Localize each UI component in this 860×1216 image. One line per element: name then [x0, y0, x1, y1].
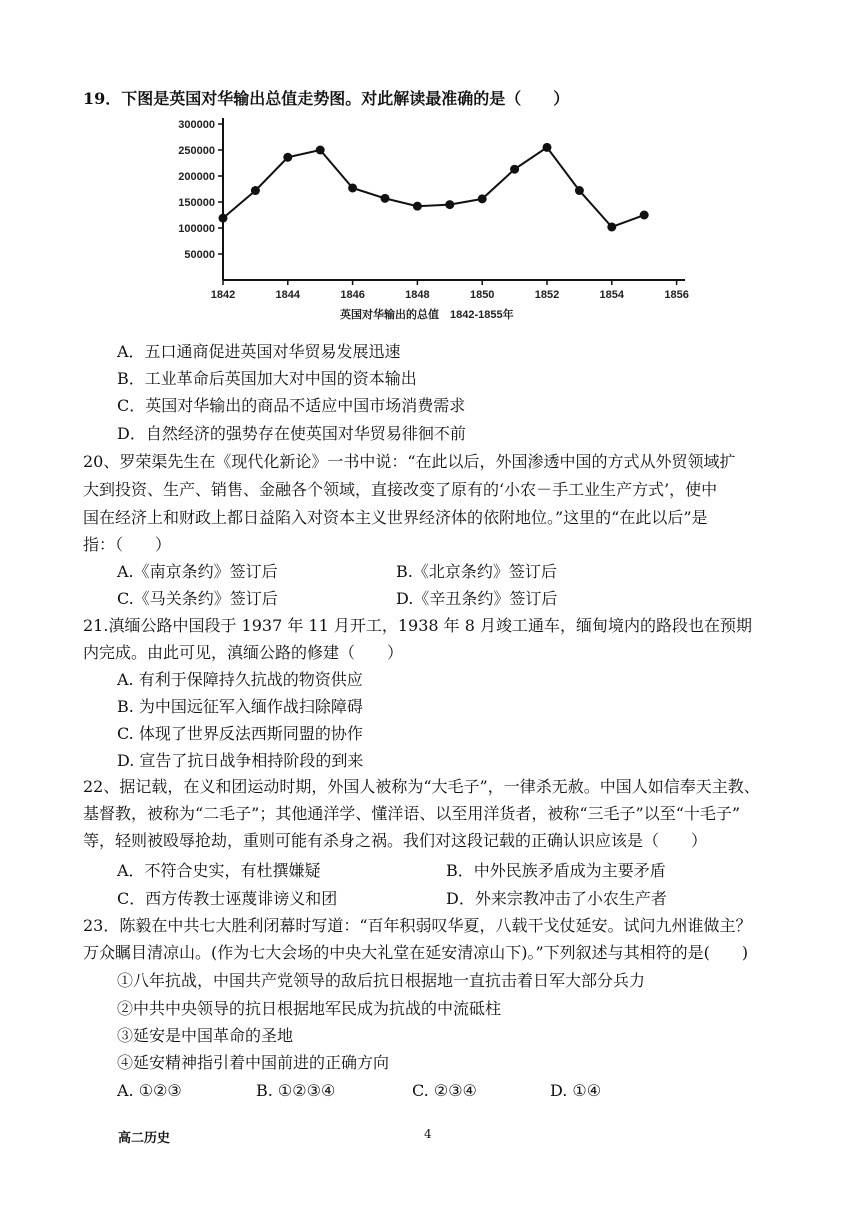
data-point	[251, 186, 260, 195]
data-point	[640, 211, 649, 220]
y-tick-label: 100000	[178, 223, 215, 235]
q22-option-a: A．不符合史实，有杜撰嫌疑	[117, 861, 321, 880]
q20-option-a: A.《南京条约》签订后	[117, 562, 278, 581]
q23-item-3: ③延安是中国革命的圣地	[117, 1026, 294, 1045]
q19-option-c: C．英国对华输出的商品不适应中国市场消费需求	[117, 396, 466, 415]
y-tick-label: 300000	[178, 119, 215, 131]
x-tick-label: 1848	[405, 289, 430, 301]
data-point	[413, 202, 422, 211]
data-point	[445, 200, 454, 209]
q20-option-b: B.《北京条约》签订后	[396, 562, 557, 581]
q22-option-d: D．外来宗教冲击了小农生产者	[446, 889, 667, 908]
q22-line-1: 22、据记载，在义和团运动时期，外国人被称为“大毛子”，一律杀无赦。中国人如信奉天主教、	[83, 777, 760, 796]
data-point	[478, 194, 487, 203]
q21-option-a: A. 有利于保障持久抗战的物资供应	[117, 670, 363, 689]
q20-line-1: 20、罗荣渠先生在《现代化新论》一书中说：“在此以后，外国渗透中国的方式从外贸领域扩	[83, 452, 736, 471]
q22-option-c: C．西方传教士诬蔑诽谤义和团	[117, 889, 338, 908]
q20-option-d: D.《辛丑条约》签订后	[396, 589, 558, 608]
q22-line-3: 等，轻则被殴辱抢劫，重则可能有杀身之祸。我们对这段记载的正确认识应该是（ ）	[83, 831, 708, 850]
q23-option-b: B. ①②③④	[256, 1081, 336, 1100]
y-tick-label: 150000	[178, 197, 215, 209]
page-number: 4	[424, 1127, 432, 1141]
q21-line-1: 21.滇缅公路中国段于 1937 年 11 月开工，1938 年 8 月竣工通车，缅甸境内的路段也在预期	[83, 616, 753, 635]
x-tick-label: 1842	[210, 289, 236, 301]
data-point	[381, 194, 390, 203]
data-point	[283, 153, 292, 162]
x-tick-label: 1846	[340, 289, 365, 301]
q20-line-2: 大到投资、生产、销售、金融各个领域，直接改变了原有的‘小农－手工业生产方式’，使中	[83, 480, 718, 499]
q21-option-c: C. 体现了世界反法西斯同盟的协作	[117, 724, 363, 743]
data-point	[575, 186, 584, 195]
chart-caption: 英国对华输出的总值 1842-1855年	[340, 309, 514, 321]
q23-option-c: C. ②③④	[412, 1081, 477, 1100]
q23-item-1: ①八年抗战，中国共产党领导的敌后抗日根据地一直抗击着日军大部分兵力	[117, 971, 646, 990]
q19-option-b: B．工业革命后英国加大对中国的资本输出	[117, 369, 417, 388]
q21-line-2: 内完成。由此可见，滇缅公路的修建（ ）	[83, 643, 404, 662]
q23-item-2: ②中共中央领导的抗日根据地军民成为抗战的中流砥柱	[117, 999, 502, 1018]
q20-line-3: 国在经济上和财政上都日益陷入对资本主义世界经济体的依附地位。”这里的“在此以后”是	[83, 508, 708, 527]
y-tick-label: 50000	[184, 249, 215, 261]
y-tick-label: 200000	[178, 171, 215, 183]
footer-subject: 高二历史	[118, 1131, 171, 1146]
x-tick-label: 1856	[664, 289, 689, 301]
x-tick-label: 1854	[599, 289, 625, 301]
q19-option-a: A．五口通商促进英国对华贸易发展迅速	[117, 342, 401, 361]
data-point	[316, 146, 325, 155]
q21-option-d: D. 宣告了抗日战争相持阶段的到来	[117, 751, 364, 770]
q20-option-c: C.《马关条约》签订后	[117, 589, 278, 608]
data-point	[348, 183, 357, 192]
data-point	[607, 222, 616, 231]
q23-item-4: ④延安精神指引着中国前进的正确方向	[117, 1053, 390, 1072]
x-tick-label: 1852	[534, 289, 560, 301]
q23-line-2: 万众瞩目清凉山。(作为七大会场的中央大礼堂在延安清凉山下)。”下列叙述与其相符的是( )	[83, 943, 749, 962]
q23-option-a: A. ①②③	[117, 1081, 182, 1100]
x-tick-label: 1844	[275, 289, 301, 301]
q20-line-4: 指：（ ）	[83, 535, 172, 554]
q23-line-1: 23．陈毅在中共七大胜利闭幕时写道：“百年积弱叹华夏，八载干戈仗延安。试问九州谁做主？	[83, 916, 752, 935]
data-point	[510, 165, 519, 174]
export-value-chart	[150, 110, 710, 328]
y-tick-label: 250000	[178, 145, 215, 157]
x-tick-label: 1850	[469, 289, 495, 301]
q22-option-b: B．中外民族矛盾成为主要矛盾	[446, 861, 666, 880]
q21-option-b: B. 为中国远征军入缅作战扫除障碍	[117, 697, 363, 716]
data-point	[543, 143, 552, 152]
data-point	[219, 214, 228, 223]
q19-option-d: D．自然经济的强势存在使英国对华贸易徘徊不前	[117, 424, 466, 443]
q19-stem: 19．下图是英国对华输出总值走势图。对此解读最准确的是（ ）	[83, 89, 570, 108]
q22-line-2: 基督教，被称为“二毛子”；其他通洋学、懂洋语、以至用洋货者，被称“三毛子”以至“十毛子”	[83, 804, 741, 823]
q23-option-d: D. ①④	[550, 1081, 602, 1100]
